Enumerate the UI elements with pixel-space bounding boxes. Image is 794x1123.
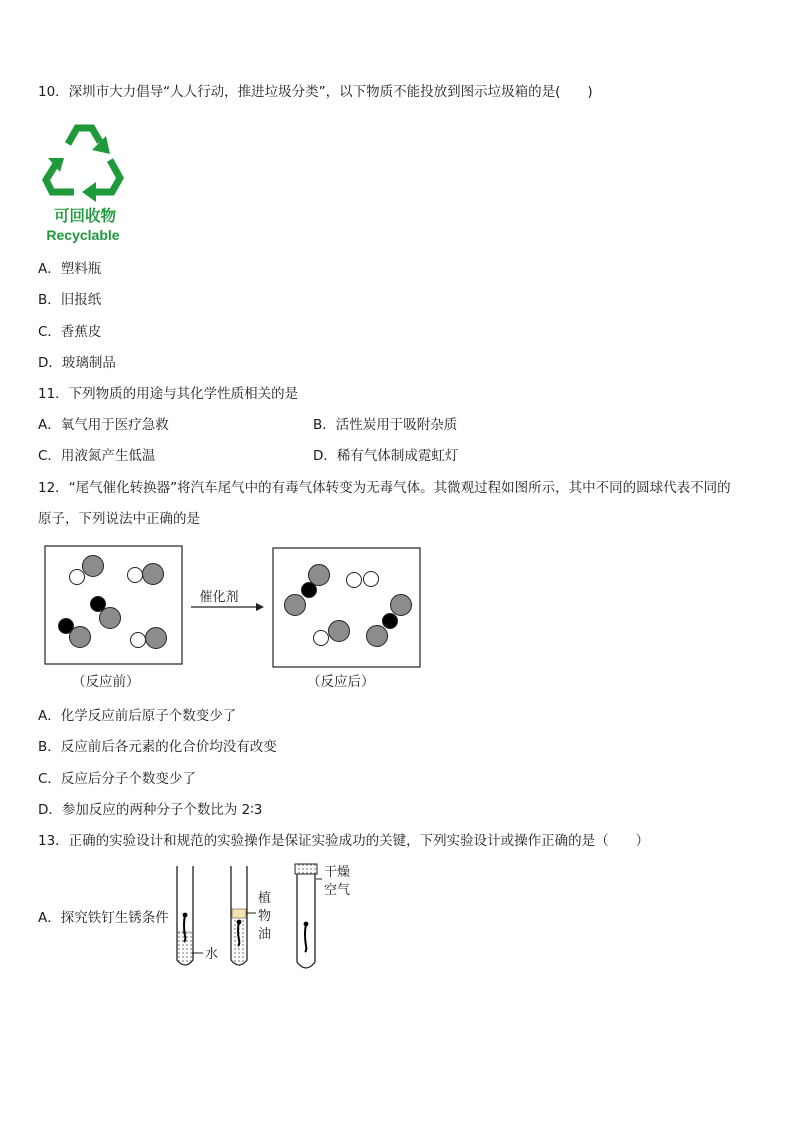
label-oil-1: 植 [258,891,272,906]
gray-atom [70,627,91,648]
q11-stem: 11．下列物质的用途与其化学性质相关的是 [38,386,299,402]
black-atom [91,597,106,612]
q12-option-c[interactable]: C．反应后分子个数变少了 [38,771,196,787]
white-atom [364,572,379,587]
catalyst-label: 催化剂 [199,590,239,605]
label-dry-air-1: 干燥 [324,865,351,880]
q12-stem-line2: 原子，下列说法中正确的是 [38,511,200,527]
gray-atom [100,608,121,629]
q12-option-a[interactable]: A．化学反应前后原子个数变少了 [38,708,237,724]
black-atom [383,614,398,629]
black-atom [302,583,317,598]
caption-before: （反应前） [72,674,140,690]
test-tube-water [177,866,218,965]
gray-atom [146,628,167,649]
q11-option-c[interactable]: C．用液氮产生低温 [38,448,156,464]
q13-option-a[interactable]: A．探究铁钉生锈条件 [38,910,169,926]
test-tube-oil [231,866,271,965]
label-oil-2: 物 [258,909,272,924]
gray-atom [285,595,306,616]
gray-atom [367,626,388,647]
q10-option-a[interactable]: A．塑料瓶 [38,261,102,277]
gray-atom [391,595,412,616]
caption-after: （反应后） [307,674,375,690]
q12-option-d[interactable]: D．参加反应的两种分子个数比为 2∶3 [38,802,263,818]
q10-option-d[interactable]: D．玻璃制品 [38,355,116,371]
gray-atom [309,565,330,586]
white-atom [131,633,146,648]
arrowhead-icon [256,603,264,611]
gray-atom [83,556,104,577]
q12-stem-line1: 12．“尾气催化转换器”将汽车尾气中的有毒气体转变为无毒气体。其微观过程如图所示，其中不同的圆球代表不同的 [38,480,731,496]
recycle-icon [40,120,130,246]
white-atom [314,631,329,646]
logo-cn-text: 可回收物 [53,207,117,225]
label-oil-3: 油 [258,927,272,942]
label-dry-air-2: 空气 [324,883,351,898]
recycle-logo [40,120,130,246]
q11-option-b[interactable]: B．活性炭用于吸附杂质 [313,417,458,433]
gray-atom [329,621,350,642]
white-atom [128,568,143,583]
q10-stem: 10．深圳市大力倡导“人人行动，推进垃圾分类”，以下物质不能投放到图示垃圾箱的是( ) [38,84,593,100]
q13-stem: 13．正确的实验设计和规范的实验操作是保证实验成功的关键，下列实验设计或操作正确的是（ ） [38,833,650,849]
q11-option-d[interactable]: D．稀有气体制成霓虹灯 [313,448,459,464]
white-atom [347,573,362,588]
white-atom [70,570,85,585]
test-tube-dry-air [295,864,350,968]
gray-atom [143,564,164,585]
reaction-diagram [44,545,424,670]
q11-option-a[interactable]: A．氧气用于医疗急救 [38,417,169,433]
label-water: 水 [205,947,219,962]
logo-en-text: Recyclable [46,227,120,243]
q10-option-c[interactable]: C．香蕉皮 [38,324,102,340]
q10-option-b[interactable]: B．旧报纸 [38,292,102,308]
rust-experiment-figure [170,860,360,975]
q12-option-b[interactable]: B．反应前后各元素的化合价均没有改变 [38,739,277,755]
